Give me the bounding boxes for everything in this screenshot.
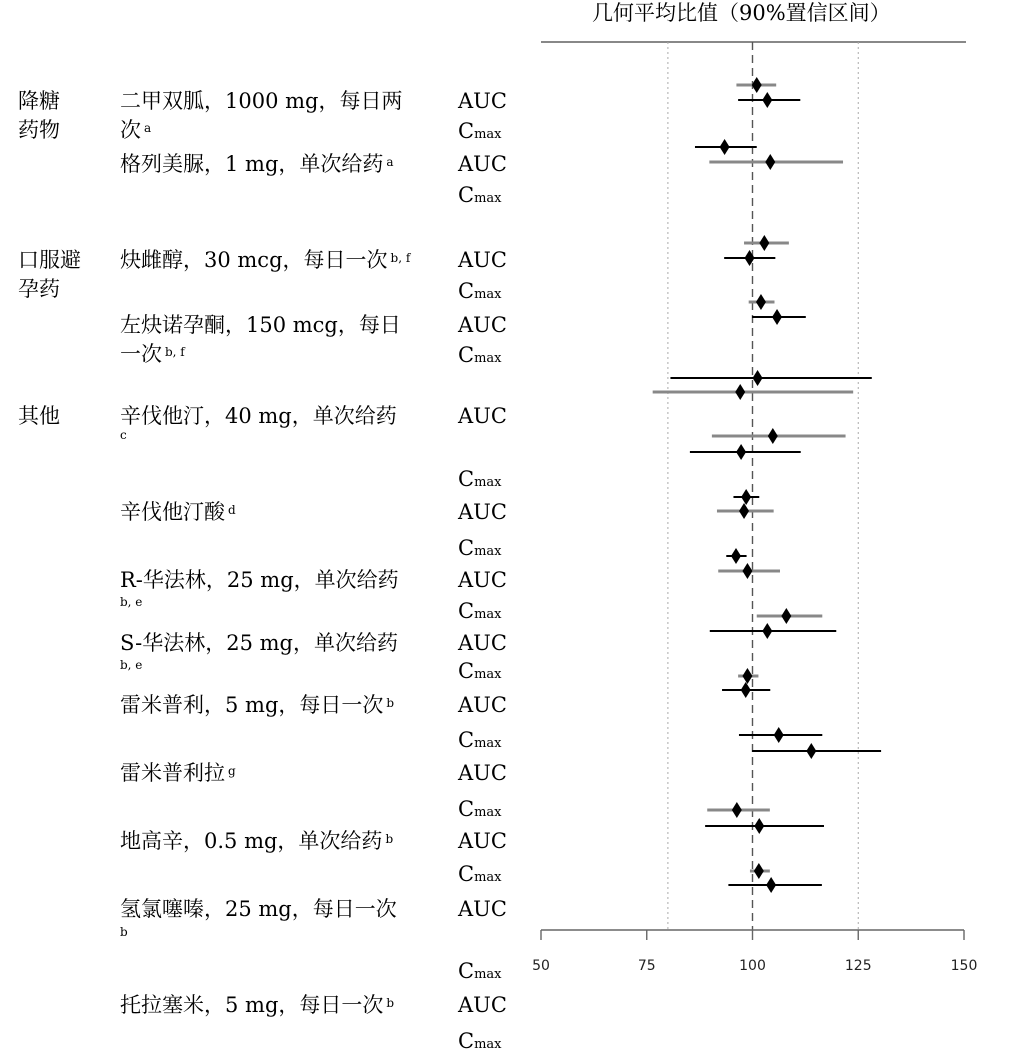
param-label-cmax-main: C — [458, 467, 475, 491]
point-estimate-diamond — [742, 563, 752, 579]
chart-title: 几何平均比值（90%置信区间） — [592, 1, 891, 25]
footnote-marker: b — [386, 996, 395, 1010]
param-label-auc: AUC — [458, 500, 507, 524]
param-label-cmax-sub: max — [474, 475, 502, 490]
point-estimate-diamond — [742, 668, 752, 684]
param-label-cmax-sub: max — [474, 607, 502, 622]
param-label-cmax-main: C — [458, 728, 475, 752]
param-label-cmax-main: C — [458, 862, 475, 886]
point-estimate-diamond — [741, 682, 751, 698]
param-label-cmax-sub: max — [474, 351, 502, 366]
param-label-auc: AUC — [458, 897, 507, 921]
point-estimate-diamond — [772, 309, 782, 325]
point-estimate-diamond — [754, 863, 764, 879]
group-label-hypoglycemic-line2: 药物 — [18, 118, 60, 142]
x-tick-label: 75 — [637, 958, 656, 974]
x-tick-label: 150 — [950, 958, 978, 974]
footnote-marker: a — [386, 155, 394, 169]
group-label-other: 其他 — [18, 404, 60, 428]
param-label-auc: AUC — [458, 152, 507, 176]
param-label-auc: AUC — [458, 993, 507, 1017]
point-estimate-diamond — [756, 294, 766, 310]
param-label-cmax-main: C — [458, 536, 475, 560]
param-label-cmax-sub: max — [474, 805, 502, 820]
point-estimate-diamond — [762, 92, 772, 108]
drug-label-hctz: 氢氯噻嗪，25 mg，每日一次 — [120, 897, 397, 921]
param-label-auc: AUC — [458, 568, 507, 592]
footnote-marker: g — [228, 764, 236, 778]
param-label-cmax-main: C — [458, 797, 475, 821]
param-label-auc: AUC — [458, 761, 507, 785]
point-estimate-diamond — [753, 370, 763, 386]
point-estimate-diamond — [732, 802, 742, 818]
point-estimate-diamond — [765, 154, 775, 170]
param-label-cmax-sub: max — [474, 736, 502, 751]
footnote-marker: b — [385, 832, 394, 846]
footnote-marker: d — [228, 503, 236, 517]
param-label-cmax-sub: max — [474, 127, 502, 142]
drug-label-simvastatin-acid-text: 辛伐他汀酸 — [120, 500, 225, 524]
param-label-cmax-sub: max — [474, 191, 502, 206]
param-label-cmax-sub: max — [474, 1037, 502, 1052]
drug-label-ramiprilat-text: 雷米普利拉 — [120, 761, 225, 785]
param-label-cmax-main: C — [458, 959, 475, 983]
drug-label-metformin-line2-text: 次 — [120, 118, 141, 142]
param-label-cmax-sub: max — [474, 967, 502, 982]
param-label-cmax-sub: max — [474, 870, 502, 885]
x-tick-label: 100 — [739, 958, 766, 974]
param-label-auc: AUC — [458, 693, 507, 717]
param-label-auc: AUC — [458, 404, 507, 428]
point-estimate-diamond — [720, 139, 730, 155]
drug-label-metformin-line1: 二甲双胍，1000 mg，每日两 — [120, 89, 403, 113]
drug-label-ramipril-text: 雷米普利，5 mg，每日一次 — [120, 693, 384, 717]
point-estimate-diamond — [735, 384, 745, 400]
group-label-contraceptive-line1: 口服避 — [18, 248, 81, 272]
point-estimate-diamond — [752, 77, 762, 93]
point-estimate-diamond — [766, 877, 776, 893]
param-label-cmax-main: C — [458, 183, 475, 207]
param-label-cmax-main: C — [458, 119, 475, 143]
point-estimate-diamond — [781, 608, 791, 624]
param-label-auc: AUC — [458, 313, 507, 337]
param-label-cmax-main: C — [458, 279, 475, 303]
drug-label-ethinylestradiol-text: 炔雌醇，30 mcg，每日一次 — [120, 248, 388, 272]
x-tick-label: 125 — [844, 958, 872, 974]
drug-label-levonorgestrel-line2-text: 一次 — [120, 342, 162, 366]
group-label-hypoglycemic-line1: 降糖 — [18, 89, 60, 113]
footnote-marker: b — [386, 696, 395, 710]
point-estimate-diamond — [768, 428, 778, 444]
point-estimate-diamond — [759, 235, 769, 251]
group-label-contraceptive-line2: 孕药 — [18, 277, 60, 301]
point-estimate-diamond — [731, 548, 741, 564]
param-label-cmax-sub: max — [474, 667, 502, 682]
footnote-marker: c — [120, 428, 127, 442]
point-estimate-diamond — [739, 503, 749, 519]
x-tick-label: 50 — [532, 958, 550, 974]
param-label-cmax-sub: max — [474, 287, 502, 302]
footnote-marker: b, f — [390, 251, 411, 265]
drug-label-s-warfarin: S-华法林，25 mg，单次给药 — [120, 631, 399, 655]
drug-label-simvastatin: 辛伐他汀，40 mg，单次给药 — [120, 404, 397, 428]
point-estimate-diamond — [741, 489, 751, 505]
drug-label-torasemide-text: 托拉塞米，5 mg，每日一次 — [120, 993, 384, 1017]
drug-label-r-warfarin: R-华法林，25 mg，单次给药 — [120, 568, 399, 592]
footnote-marker: a — [144, 121, 152, 135]
footnote-marker: b, e — [120, 595, 143, 609]
drug-label-digoxin-text: 地高辛，0.5 mg，单次给药 — [120, 829, 383, 853]
param-label-auc: AUC — [458, 631, 507, 655]
param-label-auc: AUC — [458, 829, 507, 853]
footnote-marker: b — [120, 925, 128, 939]
point-estimate-diamond — [754, 818, 764, 834]
drug-label-glimepiride-text: 格列美脲，1 mg，单次给药 — [120, 152, 384, 176]
param-label-cmax-main: C — [458, 343, 475, 367]
point-estimate-diamond — [774, 727, 784, 743]
point-estimate-diamond — [762, 623, 772, 639]
point-estimate-diamond — [736, 444, 746, 460]
footnote-marker: b, f — [165, 345, 185, 359]
param-label-cmax-main: C — [458, 1029, 475, 1053]
param-label-cmax-main: C — [458, 659, 475, 683]
param-label-auc: AUC — [458, 248, 507, 272]
point-estimate-diamond — [806, 743, 816, 759]
footnote-marker: b, e — [120, 658, 143, 672]
param-label-cmax-sub: max — [474, 544, 502, 559]
param-label-auc: AUC — [458, 89, 507, 113]
param-label-cmax-main: C — [458, 599, 475, 623]
drug-label-levonorgestrel-line1: 左炔诺孕酮，150 mcg，每日 — [120, 313, 401, 337]
